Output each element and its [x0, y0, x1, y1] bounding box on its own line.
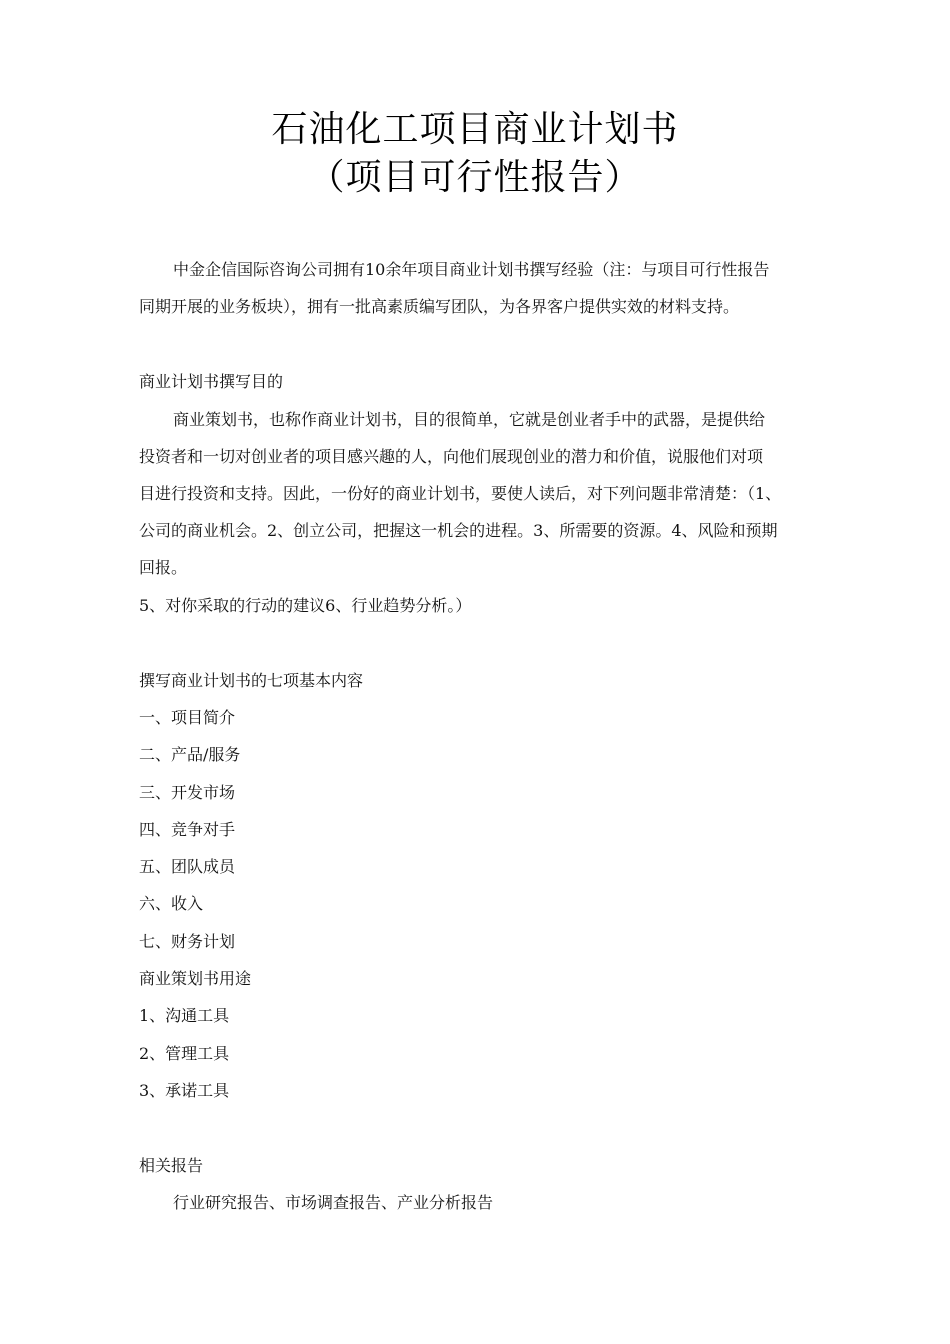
purpose-line-1: 商业策划书，也称作商业计划书，目的很简单，它就是创业者手中的武器，是提供给: [173, 410, 766, 429]
document-subtitle: （项目可行性报告）: [308, 157, 642, 198]
contents-item-2: 二、产品/服务: [139, 745, 241, 764]
document-title: 石油化工项目商业计划书: [271, 109, 679, 150]
contents-item-5: 五、团队成员: [139, 857, 236, 876]
intro-line-2: 同期开展的业务板块），拥有一批高素质编写团队，为各界客户提供实效的材料支持。: [139, 297, 740, 316]
contents-item-1: 一、项目简介: [139, 708, 236, 727]
intro-line-1: 中金企信国际咨询公司拥有10余年项目商业计划书撰写经验（注：与项目可行性报告: [173, 260, 770, 279]
contents-item-3: 三、开发市场: [139, 783, 236, 802]
contents-item-7: 七、财务计划: [139, 932, 236, 951]
related-line: 行业研究报告、市场调查报告、产业分析报告: [173, 1193, 494, 1212]
contents-item-6: 六、收入: [139, 894, 204, 913]
purpose-line-4: 公司的商业机会。2、创立公司，把握这一机会的进程。3、所需要的资源。4、风险和预期: [139, 521, 778, 540]
purpose-line-5: 回报。: [139, 558, 188, 577]
uses-heading: 商业策划书用途: [139, 969, 252, 988]
purpose-line-2: 投资者和一切对创业者的项目感兴趣的人，向他们展现创业的潜力和价值，说服他们对项: [139, 447, 764, 466]
purpose-line-3: 目进行投资和支持。因此，一份好的商业计划书，要使人读后，对下列问题非常清楚：（1、: [139, 484, 782, 503]
contents-item-4: 四、竞争对手: [139, 820, 236, 839]
uses-item-3: 3、承诺工具: [139, 1081, 230, 1100]
uses-item-2: 2、管理工具: [139, 1044, 230, 1063]
purpose-heading: 商业计划书撰写目的: [139, 372, 284, 391]
related-heading: 相关报告: [139, 1156, 204, 1175]
uses-item-1: 1、沟通工具: [139, 1006, 230, 1025]
purpose-line-6: 5、对你采取的行动的建议6、行业趋势分析。）: [139, 596, 472, 615]
contents-heading: 撰写商业计划书的七项基本内容: [139, 671, 364, 690]
